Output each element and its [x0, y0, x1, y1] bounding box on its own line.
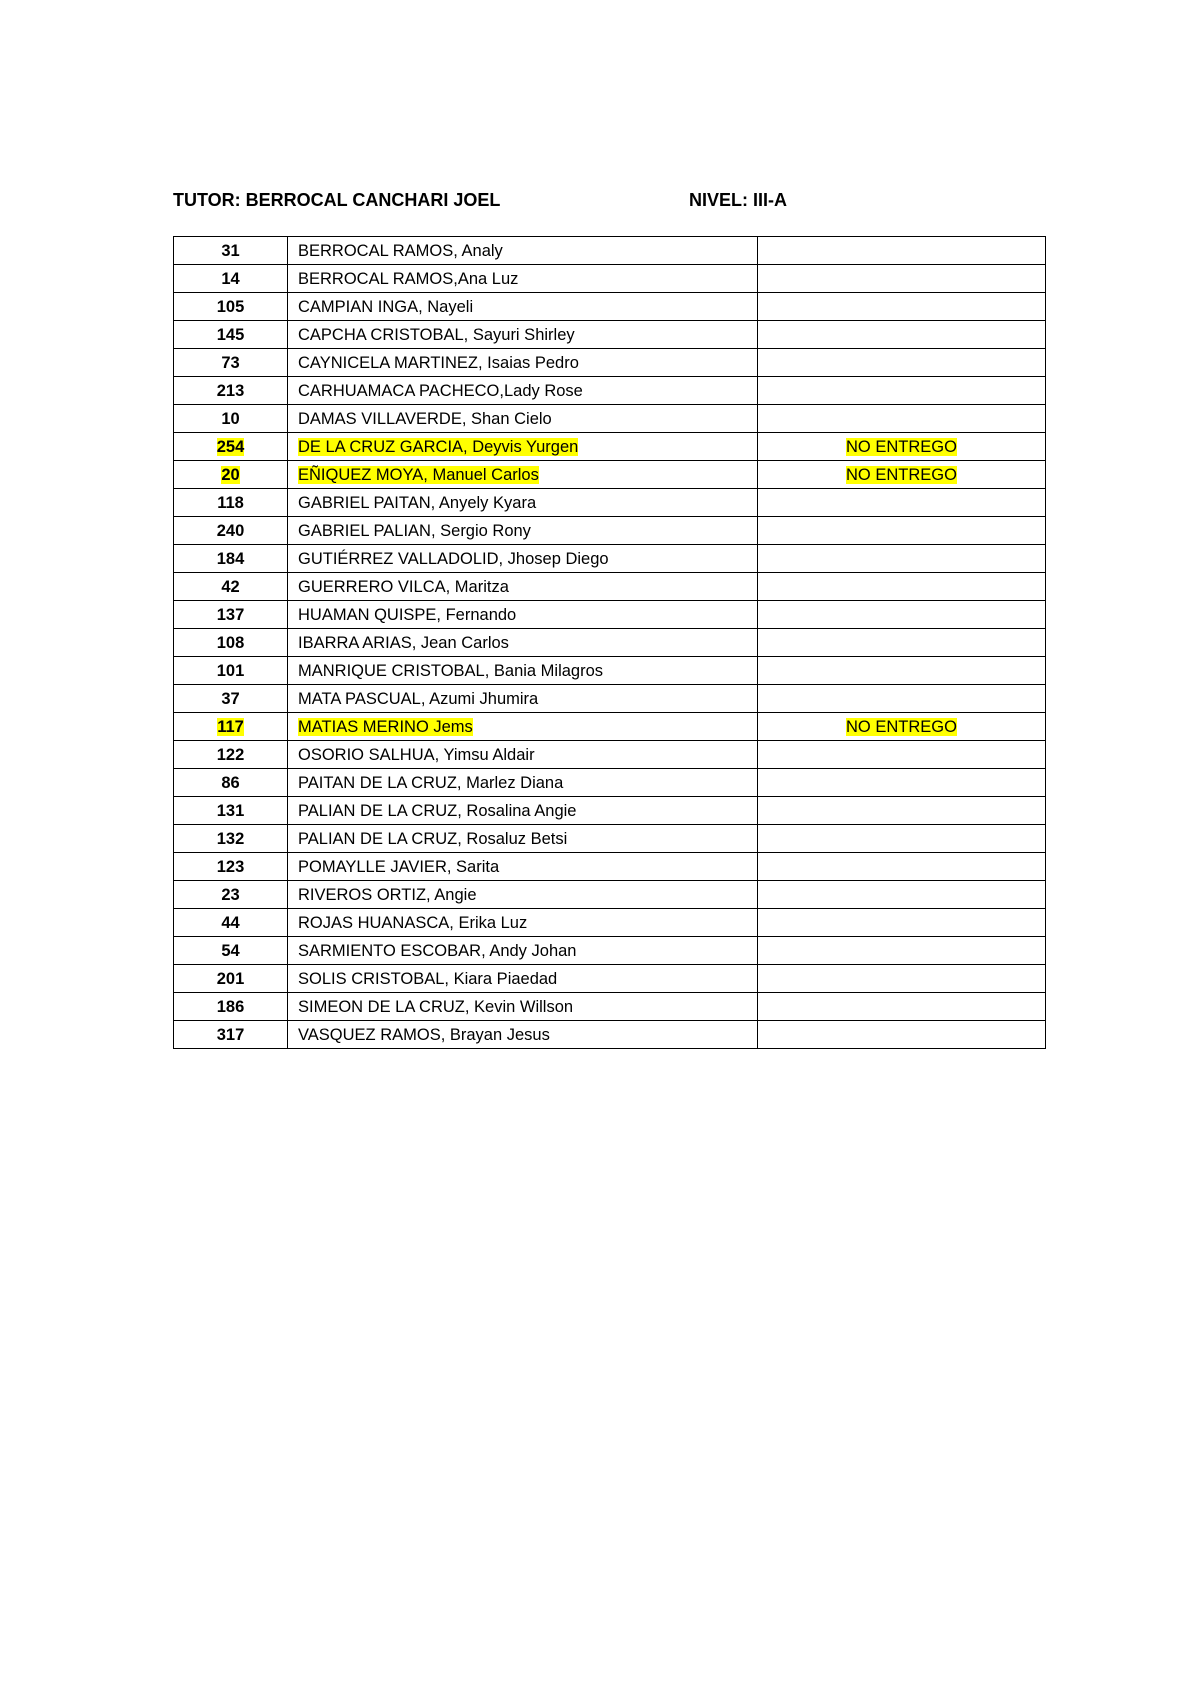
table-row: [174, 769, 1046, 797]
student-number-cell: [174, 517, 288, 545]
status-cell: [758, 1021, 1046, 1049]
table-row: [174, 853, 1046, 881]
student-number-cell: [174, 657, 288, 685]
student-name: DE LA CRUZ GARCIA, Deyvis Yurgen: [298, 437, 579, 456]
student-number: 132: [216, 829, 245, 848]
student-name: DAMAS VILLAVERDE, Shan Cielo: [298, 409, 552, 428]
student-name-cell: [288, 769, 758, 797]
table-row: [174, 657, 1046, 685]
status-cell: [758, 265, 1046, 293]
student-name: MATIAS MERINO Jems: [298, 717, 473, 736]
student-name: CAPCHA CRISTOBAL, Sayuri Shirley: [298, 325, 575, 344]
student-name: SOLIS CRISTOBAL, Kiara Piaedad: [298, 969, 558, 988]
table-row: [174, 909, 1046, 937]
student-name: HUAMAN QUISPE, Fernando: [298, 605, 517, 624]
table-row: [174, 797, 1046, 825]
student-number-cell: [174, 937, 288, 965]
student-number: 201: [216, 969, 245, 988]
student-name: CAYNICELA MARTINEZ, Isaias Pedro: [298, 353, 579, 372]
student-number-cell: [174, 797, 288, 825]
student-name-cell: [288, 685, 758, 713]
student-number-cell: [174, 853, 288, 881]
table-row: [174, 965, 1046, 993]
student-number: 186: [216, 997, 245, 1016]
status-cell: [758, 461, 1046, 489]
status-cell: [758, 853, 1046, 881]
table-row: [174, 321, 1046, 349]
student-name: GABRIEL PAITAN, Anyely Kyara: [298, 493, 537, 512]
student-number-cell: [174, 713, 288, 741]
student-name-cell: [288, 629, 758, 657]
student-number: 254: [216, 437, 245, 456]
student-name: ROJAS HUANASCA, Erika Luz: [298, 913, 528, 932]
student-name-cell: [288, 545, 758, 573]
student-number-cell: [174, 293, 288, 321]
student-name: OSORIO SALHUA, Yimsu Aldair: [298, 745, 535, 764]
student-name-cell: [288, 657, 758, 685]
student-number-cell: [174, 321, 288, 349]
student-number: 105: [216, 297, 245, 316]
status-cell: [758, 685, 1046, 713]
student-number-cell: [174, 629, 288, 657]
table-row: [174, 377, 1046, 405]
student-number: 317: [216, 1025, 245, 1044]
student-number: 37: [221, 689, 240, 708]
roster-body: [174, 237, 1046, 1049]
student-name: CARHUAMACA PACHECO,Lady Rose: [298, 381, 583, 400]
status-cell: [758, 601, 1046, 629]
status-cell: [758, 517, 1046, 545]
student-number-cell: [174, 769, 288, 797]
student-number: 108: [216, 633, 245, 652]
student-name: GUTIÉRREZ VALLADOLID, Jhosep Diego: [298, 549, 609, 568]
student-name: BERROCAL RAMOS, Analy: [298, 241, 503, 260]
student-name-cell: [288, 321, 758, 349]
table-row: [174, 489, 1046, 517]
student-number: 145: [216, 325, 245, 344]
student-name-cell: [288, 965, 758, 993]
student-number-cell: [174, 405, 288, 433]
table-row: [174, 741, 1046, 769]
table-row: [174, 265, 1046, 293]
status-cell: [758, 377, 1046, 405]
student-number: 14: [221, 269, 240, 288]
status-cell: [758, 321, 1046, 349]
student-roster-table: [173, 236, 1046, 1049]
student-name: PALIAN DE LA CRUZ, Rosaluz Betsi: [298, 829, 568, 848]
student-name-cell: [288, 601, 758, 629]
nivel-label: NIVEL: III-A: [689, 190, 787, 210]
student-number-cell: [174, 685, 288, 713]
status-text: NO ENTREGO: [846, 465, 957, 484]
table-row: [174, 629, 1046, 657]
status-cell: [758, 965, 1046, 993]
student-number: 131: [216, 801, 245, 820]
student-name-cell: [288, 293, 758, 321]
status-cell: [758, 657, 1046, 685]
status-text: NO ENTREGO: [846, 717, 957, 736]
status-cell: [758, 489, 1046, 517]
student-name: MATA PASCUAL, Azumi Jhumira: [298, 689, 539, 708]
student-number: 118: [217, 493, 244, 512]
table-row: [174, 573, 1046, 601]
table-row: [174, 293, 1046, 321]
student-number: 122: [216, 745, 245, 764]
student-name: BERROCAL RAMOS,Ana Luz: [298, 269, 519, 288]
status-cell: [758, 405, 1046, 433]
student-name-cell: [288, 713, 758, 741]
table-row: [174, 881, 1046, 909]
status-cell: [758, 909, 1046, 937]
table-row: [174, 685, 1046, 713]
student-number: 23: [221, 885, 240, 904]
status-cell: [758, 293, 1046, 321]
student-number-cell: [174, 741, 288, 769]
student-name-cell: [288, 349, 758, 377]
student-number-cell: [174, 349, 288, 377]
table-row: [174, 601, 1046, 629]
table-row: [174, 237, 1046, 265]
student-name: RIVEROS ORTIZ, Angie: [298, 885, 477, 904]
student-name-cell: [288, 1021, 758, 1049]
student-number: 10: [221, 409, 240, 428]
student-number: 86: [221, 773, 240, 792]
table-row: [174, 993, 1046, 1021]
table-row: [174, 349, 1046, 377]
status-cell: [758, 433, 1046, 461]
status-cell: [758, 797, 1046, 825]
table-row: [174, 713, 1046, 741]
student-number-cell: [174, 993, 288, 1021]
student-name-cell: [288, 489, 758, 517]
status-cell: [758, 993, 1046, 1021]
student-name: PAITAN DE LA CRUZ, Marlez Diana: [298, 773, 564, 792]
table-row: [174, 545, 1046, 573]
student-number: 117: [217, 717, 244, 736]
document-header: [173, 190, 1033, 216]
student-name-cell: [288, 265, 758, 293]
student-name-cell: [288, 881, 758, 909]
student-number: 42: [221, 577, 240, 596]
student-number: 137: [216, 605, 245, 624]
student-number-cell: [174, 377, 288, 405]
table-row: [174, 517, 1046, 545]
student-number: 20: [221, 465, 240, 484]
student-name-cell: [288, 797, 758, 825]
student-number: 54: [221, 941, 240, 960]
student-number-cell: [174, 881, 288, 909]
student-number-cell: [174, 433, 288, 461]
student-number: 44: [221, 913, 240, 932]
student-name-cell: [288, 573, 758, 601]
student-name: SIMEON DE LA CRUZ, Kevin Willson: [298, 997, 574, 1016]
status-cell: [758, 741, 1046, 769]
table-row: [174, 825, 1046, 853]
tutor-label: TUTOR: BERROCAL CANCHARI JOEL: [173, 190, 501, 210]
student-name-cell: [288, 377, 758, 405]
student-name-cell: [288, 993, 758, 1021]
table-row: [174, 405, 1046, 433]
student-number: 213: [216, 381, 245, 400]
status-cell: [758, 237, 1046, 265]
table-row: [174, 1021, 1046, 1049]
status-cell: [758, 349, 1046, 377]
status-cell: [758, 937, 1046, 965]
student-number-cell: [174, 545, 288, 573]
student-name-cell: [288, 237, 758, 265]
student-number: 184: [216, 549, 245, 568]
status-cell: [758, 545, 1046, 573]
status-cell: [758, 881, 1046, 909]
status-cell: [758, 769, 1046, 797]
student-number-cell: [174, 461, 288, 489]
student-name: PALIAN DE LA CRUZ, Rosalina Angie: [298, 801, 577, 820]
status-cell: [758, 629, 1046, 657]
student-number: 73: [221, 353, 240, 372]
table-row: [174, 461, 1046, 489]
status-cell: [758, 825, 1046, 853]
student-name-cell: [288, 433, 758, 461]
student-number-cell: [174, 965, 288, 993]
table-row: [174, 433, 1046, 461]
student-number: 31: [221, 241, 240, 260]
student-number-cell: [174, 265, 288, 293]
student-name-cell: [288, 405, 758, 433]
student-number-cell: [174, 601, 288, 629]
student-number-cell: [174, 573, 288, 601]
student-name-cell: [288, 741, 758, 769]
student-number: 123: [216, 857, 245, 876]
student-name-cell: [288, 825, 758, 853]
student-number: 101: [216, 661, 245, 680]
student-number-cell: [174, 237, 288, 265]
student-name-cell: [288, 517, 758, 545]
student-name: VASQUEZ RAMOS, Brayan Jesus: [298, 1025, 550, 1044]
student-name-cell: [288, 461, 758, 489]
student-name-cell: [288, 937, 758, 965]
student-name: POMAYLLE JAVIER, Sarita: [298, 857, 500, 876]
status-text: NO ENTREGO: [846, 437, 957, 456]
student-name-cell: [288, 853, 758, 881]
table-row: [174, 937, 1046, 965]
student-name: IBARRA ARIAS, Jean Carlos: [298, 633, 509, 652]
student-number-cell: [174, 825, 288, 853]
student-name: EÑIQUEZ MOYA, Manuel Carlos: [298, 465, 539, 484]
student-name: GUERRERO VILCA, Maritza: [298, 577, 509, 596]
student-number-cell: [174, 489, 288, 517]
student-number-cell: [174, 1021, 288, 1049]
student-name: CAMPIAN INGA, Nayeli: [298, 297, 474, 316]
student-number: 240: [216, 521, 245, 540]
student-name: GABRIEL PALIAN, Sergio Rony: [298, 521, 531, 540]
status-cell: [758, 573, 1046, 601]
student-name-cell: [288, 909, 758, 937]
student-number-cell: [174, 909, 288, 937]
student-name: MANRIQUE CRISTOBAL, Bania Milagros: [298, 661, 604, 680]
student-name: SARMIENTO ESCOBAR, Andy Johan: [298, 941, 577, 960]
status-cell: [758, 713, 1046, 741]
